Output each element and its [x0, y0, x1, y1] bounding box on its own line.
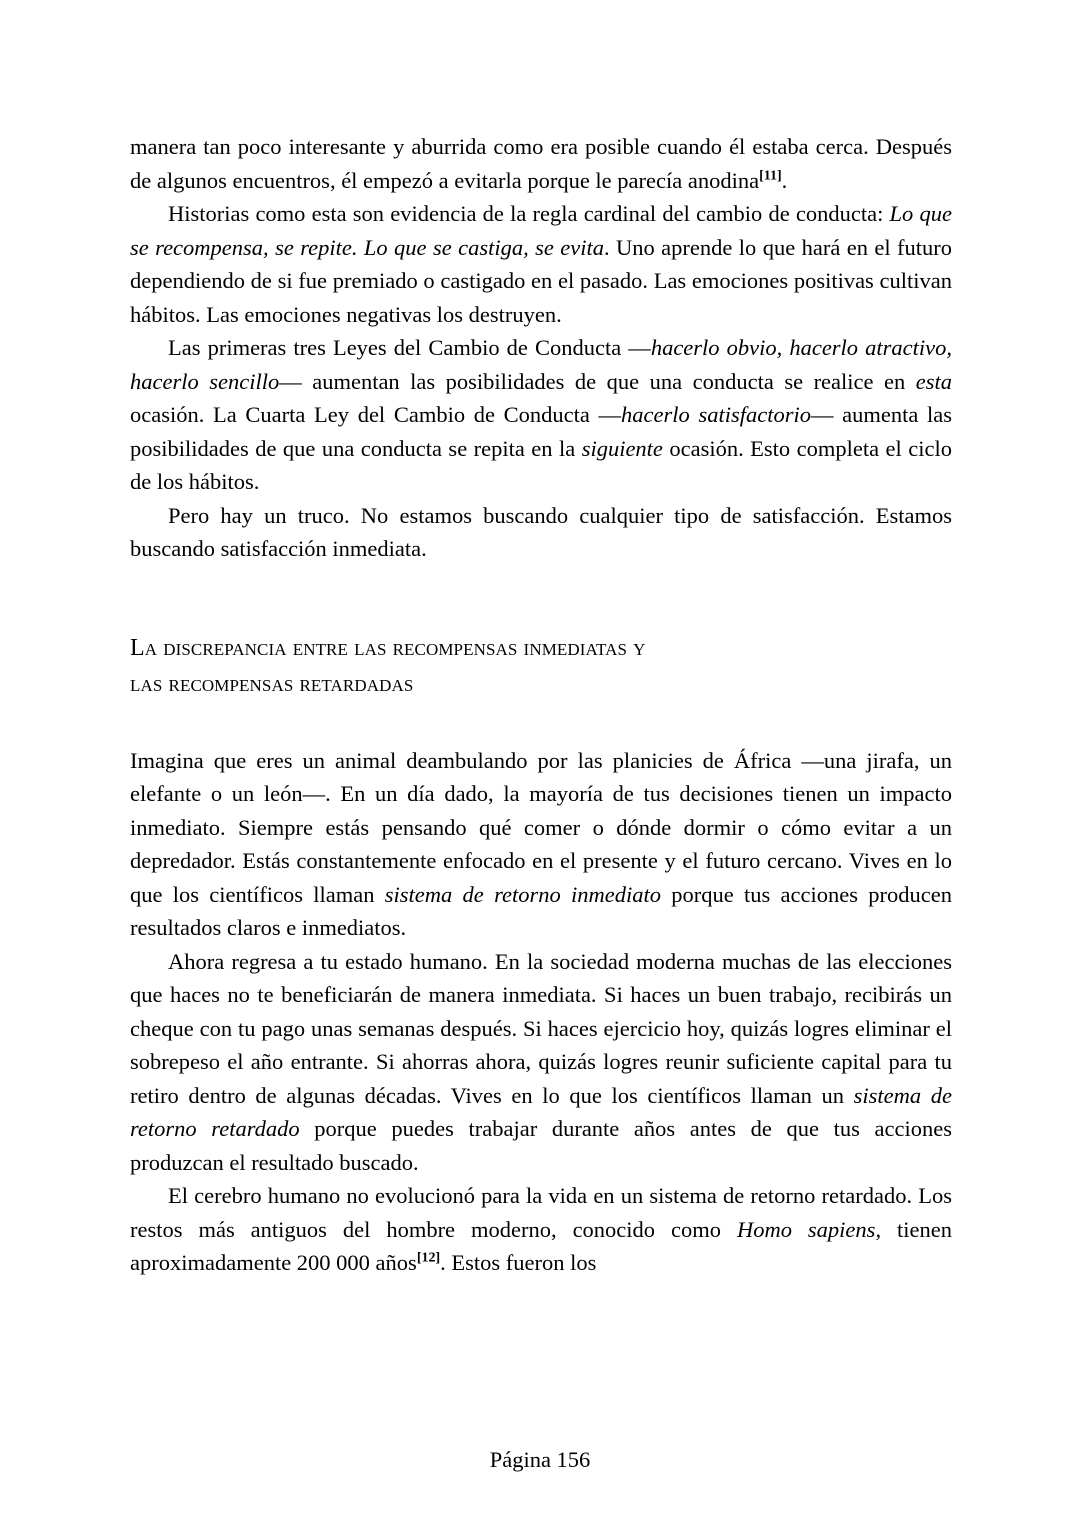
emphasis-text: Lo que se recompensa, se repite. Lo que se castiga, se evita	[130, 201, 952, 260]
text-run: El cerebro humano no evolucionó para la vida en un sistema de retorno retardado. Los restos más antiguos del hombre moderno, conocido como	[130, 1183, 952, 1242]
section-heading	[130, 630, 952, 702]
footnote-reference[interactable]: [11]	[759, 168, 782, 183]
text-run: manera tan poco interesante y aburrida como era posible cuando él estaba cerca. Después de algunos encuentros, él empezó a evitarla porque le parecía anodina	[130, 134, 952, 193]
text-run: — aumenta las posibilidades de que una conducta se repita en la	[130, 402, 952, 461]
text-run: Las primeras tres Leyes del Cambio de Conducta —	[168, 335, 651, 360]
emphasis-text: sistema de retorno retardado	[130, 1082, 952, 1141]
paragraph-2	[130, 197, 952, 331]
text-run: ocasión. Esto completa el ciclo de los hábitos.	[130, 435, 952, 494]
emphasis-text: esta	[915, 368, 952, 394]
emphasis-text: hacerlo obvio, hacerlo atractivo, hacerlo sencillo	[130, 335, 952, 394]
text-run: porque puedes trabajar durante años antes de que tus acciones produzcan el resultado buscado.	[130, 1116, 953, 1175]
paragraph-1	[130, 130, 952, 197]
text-block-bottom	[130, 744, 952, 1280]
paragraph-6	[130, 945, 952, 1180]
text-run: Imagina que eres un animal deambulando por las planicies de África —una jirafa, un elefante o un león—. En un día dado, la mayoría de tus decisiones tienen un impacto inmediato. Siempre estás pensando qué comer o dónde dormir o cómo evitar a un depredador. Estás constantemente enfocado en el presente y el futuro cercano. Vives en lo que los científicos llaman	[130, 747, 952, 907]
text-run: . Uno aprende lo que hará en el futuro dependiendo de si fue premiado o castigado en el pasado. Las emociones positivas cultivan hábitos. Las emociones negativas los destruyen.	[130, 234, 952, 327]
section-heading-line-2: las recompensas retardadas	[130, 670, 414, 697]
paragraph-3	[130, 331, 952, 499]
text-run: , tienen aproximadamente 200 000 años	[130, 1216, 952, 1275]
paragraph-4	[130, 499, 952, 566]
emphasis-text: Homo sapiens	[736, 1216, 876, 1242]
text-run: — aumentan las posibilidades de que una conducta se realice en	[279, 368, 916, 394]
text-run: ocasión. La Cuarta Ley del Cambio de Conducta —	[130, 402, 622, 427]
text-run: porque tus acciones producen resultados claros e inmediatos.	[130, 881, 953, 940]
emphasis-text: hacerlo satisfactorio	[621, 402, 811, 427]
text-run: Historias como esta son evidencia de la regla cardinal del cambio de conducta:	[168, 201, 890, 226]
text-block-top	[130, 130, 952, 566]
emphasis-text: siguiente	[581, 435, 663, 461]
paragraph-7	[130, 1179, 952, 1280]
text-run: . Estos fueron los	[440, 1250, 597, 1275]
text-run: Ahora regresa a tu estado humano. En la sociedad moderna muchas de las elecciones que haces no te beneficiarán de manera inmediata. Si haces un buen trabajo, recibirás un cheque con tu pago unas semanas después. Si haces ejercicio hoy, quizás logres eliminar el sobrepeso el año entrante. Si ahorras ahora, quizás logres reunir suficiente capital para tu retiro dentro de algunas décadas. Vives en lo que los científicos llaman un	[130, 948, 952, 1108]
text-run: Pero hay un truco. No estamos buscando cualquier tipo de satisfacción. Estamos buscando satisfacción inmediata.	[130, 502, 952, 561]
text-run: .	[781, 167, 788, 193]
page-footer	[0, 1447, 1080, 1473]
footnote-reference[interactable]: [12]	[416, 1250, 441, 1266]
page-number: Página 156	[489, 1447, 591, 1472]
section-heading-line-1: La discrepancia entre las recompensas inmediatas y	[130, 634, 646, 661]
emphasis-text: sistema de retorno inmediato	[384, 881, 661, 907]
paragraph-5	[130, 744, 952, 945]
